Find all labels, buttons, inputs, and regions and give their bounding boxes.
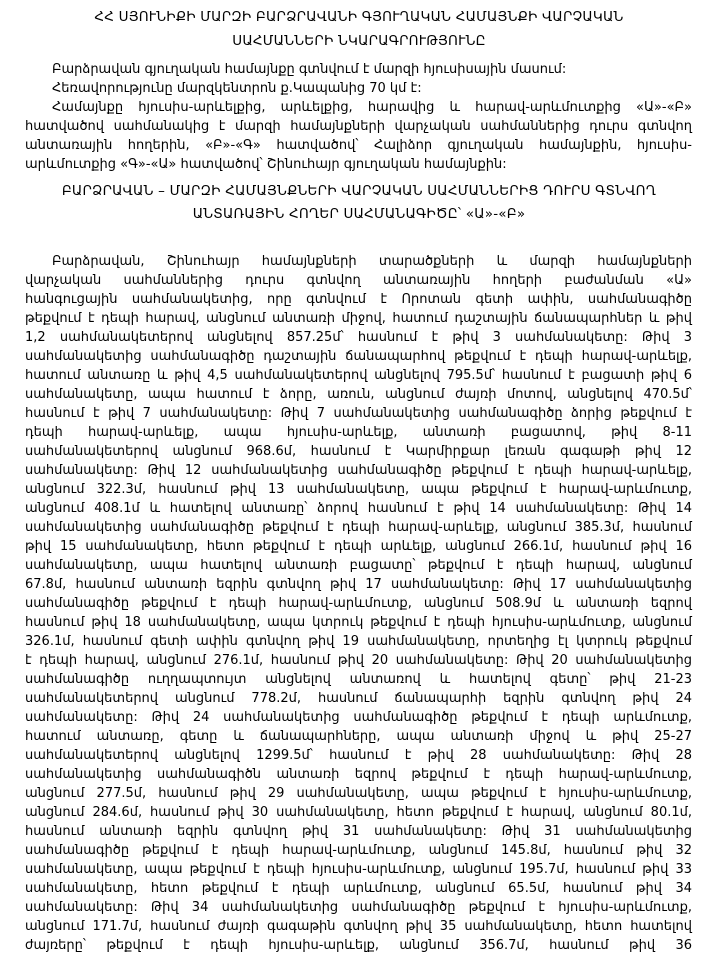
body-paragraph-line: անցնում 322.3մ, հասնում թիվ 13 սահմանակետը, ապա թեքվում է հարավ-արևմուտք, [25,482,692,497]
intro-paragraph-line: Համայնքը հյուսիս-արևելքից, արևելքից, հարավից և հարավ-արևմուտքից «Ա»-«Բ» [52,100,692,115]
body-paragraph-line: հասնում թիվ 18 սահմանակետը, ապա կտրուկ թեքվում է դեպի հյուսիս-արևմուտք, անցնում [25,615,692,630]
body-paragraph-line: Բարձրավան, Շինուհայր համայնքների տարածքների և մարզի համայնքների [52,254,692,269]
body-paragraph-line: անցնում 284.6մ, հասնում թիվ 30 սահմանակետը, հետո թեքվում է հարավ, անցնում 80.1մ, [25,805,692,820]
body-paragraph-line: սահմանագիծը թեքվում է դեպի հարավ-արևմուտք, անցնում 508.9մ և անտառի եզրով [25,596,692,611]
body-paragraph-line: սահմանակետը, ապա հատելով անտառի բացատը՝ թեքվում է դեպի հարավ, անցնում [25,558,692,573]
body-paragraph-line: սահմանակետը, հետո թեքվում է դեպի արևմուտք, անցնում 65.5մ, հասնում թիվ 34 [25,881,692,896]
section-heading-line: ԱՆՏԱՌԱՅԻՆ ՀՈՂԵՐ ՍԱՀՄԱՆԱԳԻԾԸ՝ «Ա»-«Բ» [192,206,526,222]
document-title-line: ՀՀ ՍՅՈՒՆԻՔԻ ՄԱՐԶԻ ԲԱՐՁՐԱՎԱՆԻ ԳՅՈՒՂԱԿԱՆ ՀԱՄԱՅՆՔԻ ՎԱՐՉԱԿԱՆ [94,9,624,25]
body-paragraph-line: սահմանակետը, ապա հատում է ձորը, առուն, անցնում ժայռի մոտով, անցնելով 470.5մ՝ [25,387,692,402]
intro-paragraph-line: արևմուտքից «Գ»-«Ա» հատվածով՝ Շինուհայր գյուղական համայնքին: [25,157,507,172]
body-paragraph-line: է դեպի հարավ, անցնում 276.1մ, հասնում թիվ 20 սահմանակետը: Թիվ 20 սահմանակետից [25,653,692,668]
body-paragraph-line: հանգուցային սահմանակետից, որը գտնվում է Որոտան գետի ափին, սահմանագիծը [25,292,692,307]
body-paragraph-line: հասնում անտառի եզրին գտնվող թիվ 31 սահմանակետը: Թիվ 31 սահմանակետից [25,824,692,839]
body-paragraph-line: սահմանակետից սահմանագիծը թեքվում է դեպի հարավ-արևելք, անցնում 385.3մ, հասնում [25,520,692,535]
document-title-line: ՍԱՀՄԱՆՆԵՐԻ ՆԿԱՐԱԳՐՈՒԹՅՈՒՆԸ [232,33,486,49]
body-paragraph-line: սահմանակետերով անցնում 968.6մ, հասնում է Կարմիրքար լեռան գագաթի թիվ 12 [25,444,692,459]
body-paragraph-line: հասնում է թիվ 7 սահմանակետը: Թիվ 7 սահմանակետից սահմանագիծը ձորից թեքվում է [25,406,692,421]
body-paragraph-line: սահմանակետը: Թիվ 12 սահմանակետից սահմանագիծը թեքվում է դեպի հարավ-արևելք, [25,463,692,478]
body-paragraph-line: դեպի հարավ-արևելք, ապա հյուսիս-արևելք, անտառի բացատով, թիվ 8-11 [25,425,692,440]
body-paragraph-line: 1,2 սահմանակետերով անցնելով 857.25մ՝ հասնում է թիվ 3 սահմանակետը: Թիվ 3 [25,330,692,345]
body-paragraph-line: սահմանակետից սահմանագիծն անտառի եզրով թեքվում է դեպի հարավ-արևմուտք, [25,767,692,782]
body-paragraph-line: վարչական սահմաններից դուրս գտնվող անտառային հողերի բաժանման «Ա» [25,273,692,288]
body-paragraph-line: սահմանակետերով անցնելով 1299.5մ՝ հասնում է թիվ 28 սահմանակետը: Թիվ 28 [25,748,692,763]
body-paragraph-line: անցնում 408.1մ և հատելով անտառը՝ ձորով հասնում է թիվ 14 սահմանակետը: Թիվ 14 [25,501,692,516]
body-paragraph-line: սահմանագիծը թեքվում է դեպի հարավ-արևմուտք, անցնում 145.8մ, հասնում թիվ 32 [25,843,692,858]
body-paragraph-line: սահմանակետից սահմանագիծը դաշտային ճանապարհով թեքվում է դեպի հարավ-արևելք, [25,349,692,364]
intro-paragraph-line: հատվածով սահմանակից է մարզի համայնքների վարչական սահմաններից դուրս գտնվող [25,119,692,134]
body-paragraph-line: սահմանակետը: Թիվ 34 սահմանակետից սահմանագիծը թեքվում է հյուսիս-արևմուտք, [25,900,692,915]
body-paragraph-line: 326.1մ, հասնում գետի ափին գտնվող թիվ 19 սահմանակետը, որտեղից էլ կտրուկ թեքվում [25,634,692,649]
body-paragraph-line: թեքվում է դեպի հարավ, անցնում անտառի միջով, հատում դաշտային ճանապարհներ և թիվ [25,311,692,326]
intro-paragraph-line: Բարձրավան գյուղական համայնքը գտնվում է մարզի հյուսիսային մասում: [52,62,567,77]
body-paragraph-line: անցնում 171.7մ, հասնում ժայռի գագաթին գտնվող թիվ 35 սահմանակետը, հետո հատելով [25,919,692,934]
section-heading-line: ԲԱՐՁՐԱՎԱՆ – ՄԱՐԶԻ ՀԱՄԱՅՆՔՆԵՐԻ ՎԱՐՉԱԿԱՆ ՍԱՀՄԱՆՆԵՐԻՑ ԴՈՒՐՍ ԳՏՆՎՈՂ [61,183,657,199]
body-paragraph-line: հատում անտառը և թիվ 4,5 սահմանակետերով անցնելով 795.5մ՝ հասնում է բացատի թիվ 6 [25,368,692,383]
intro-paragraph-line: Հեռավորությունը մարզկենտրոն ք.Կապանից 70 կմ է: [52,81,422,96]
body-paragraph-line: հատում անտառը, գետը և ճանապարհները, ապա անտառի միջով և թիվ 25-27 [25,729,692,744]
body-paragraph-line: սահմանակետերով անցնում 778.2մ, հասնում ճանապարհի եզրին գտնվող թիվ 24 [25,691,692,706]
body-paragraph-line: ժայռերը՝ թեքվում է դեպի հյուսիս-արևելք, անցնում 356.7մ, հասնում թիվ 36 [25,938,692,953]
body-paragraph-line: սահմանագիծը ուղղապտույտ անցնելով անտառով և հատելով գետը՝ թիվ 21-23 [25,672,692,687]
body-paragraph-line: սահմանակետը: Թիվ 24 սահմանակետից սահմանագիծը թեքվում է դեպի արևմուտք, [25,710,692,725]
body-paragraph-line: 67.8մ, հասնում անտառի եզրին գտնվող թիվ 17 սահմանակետը: Թիվ 17 սահմանակետից [25,577,692,592]
body-paragraph-line: թիվ 15 սահմանակետը, հետո թեքվում է դեպի արևելք, անցնում 266.1մ, հասնում թիվ 16 [25,539,692,554]
body-paragraph-line: անցնում 277.5մ, հասնում թիվ 29 սահմանակետը, ապա թեքվում է հյուսիս-արևմուտք, [25,786,692,801]
body-paragraph-line: սահմանակետը, ապա թեքվում է դեպի հյուսիս-արևմուտք, անցնում 195.7մ, հասնում թիվ 33 [25,862,692,877]
intro-paragraph-line: անտառային հողերին, «Բ»-«Գ» հատվածով՝ Հալիձոր գյուղական համայնքին, հյուսիս- [25,138,692,153]
